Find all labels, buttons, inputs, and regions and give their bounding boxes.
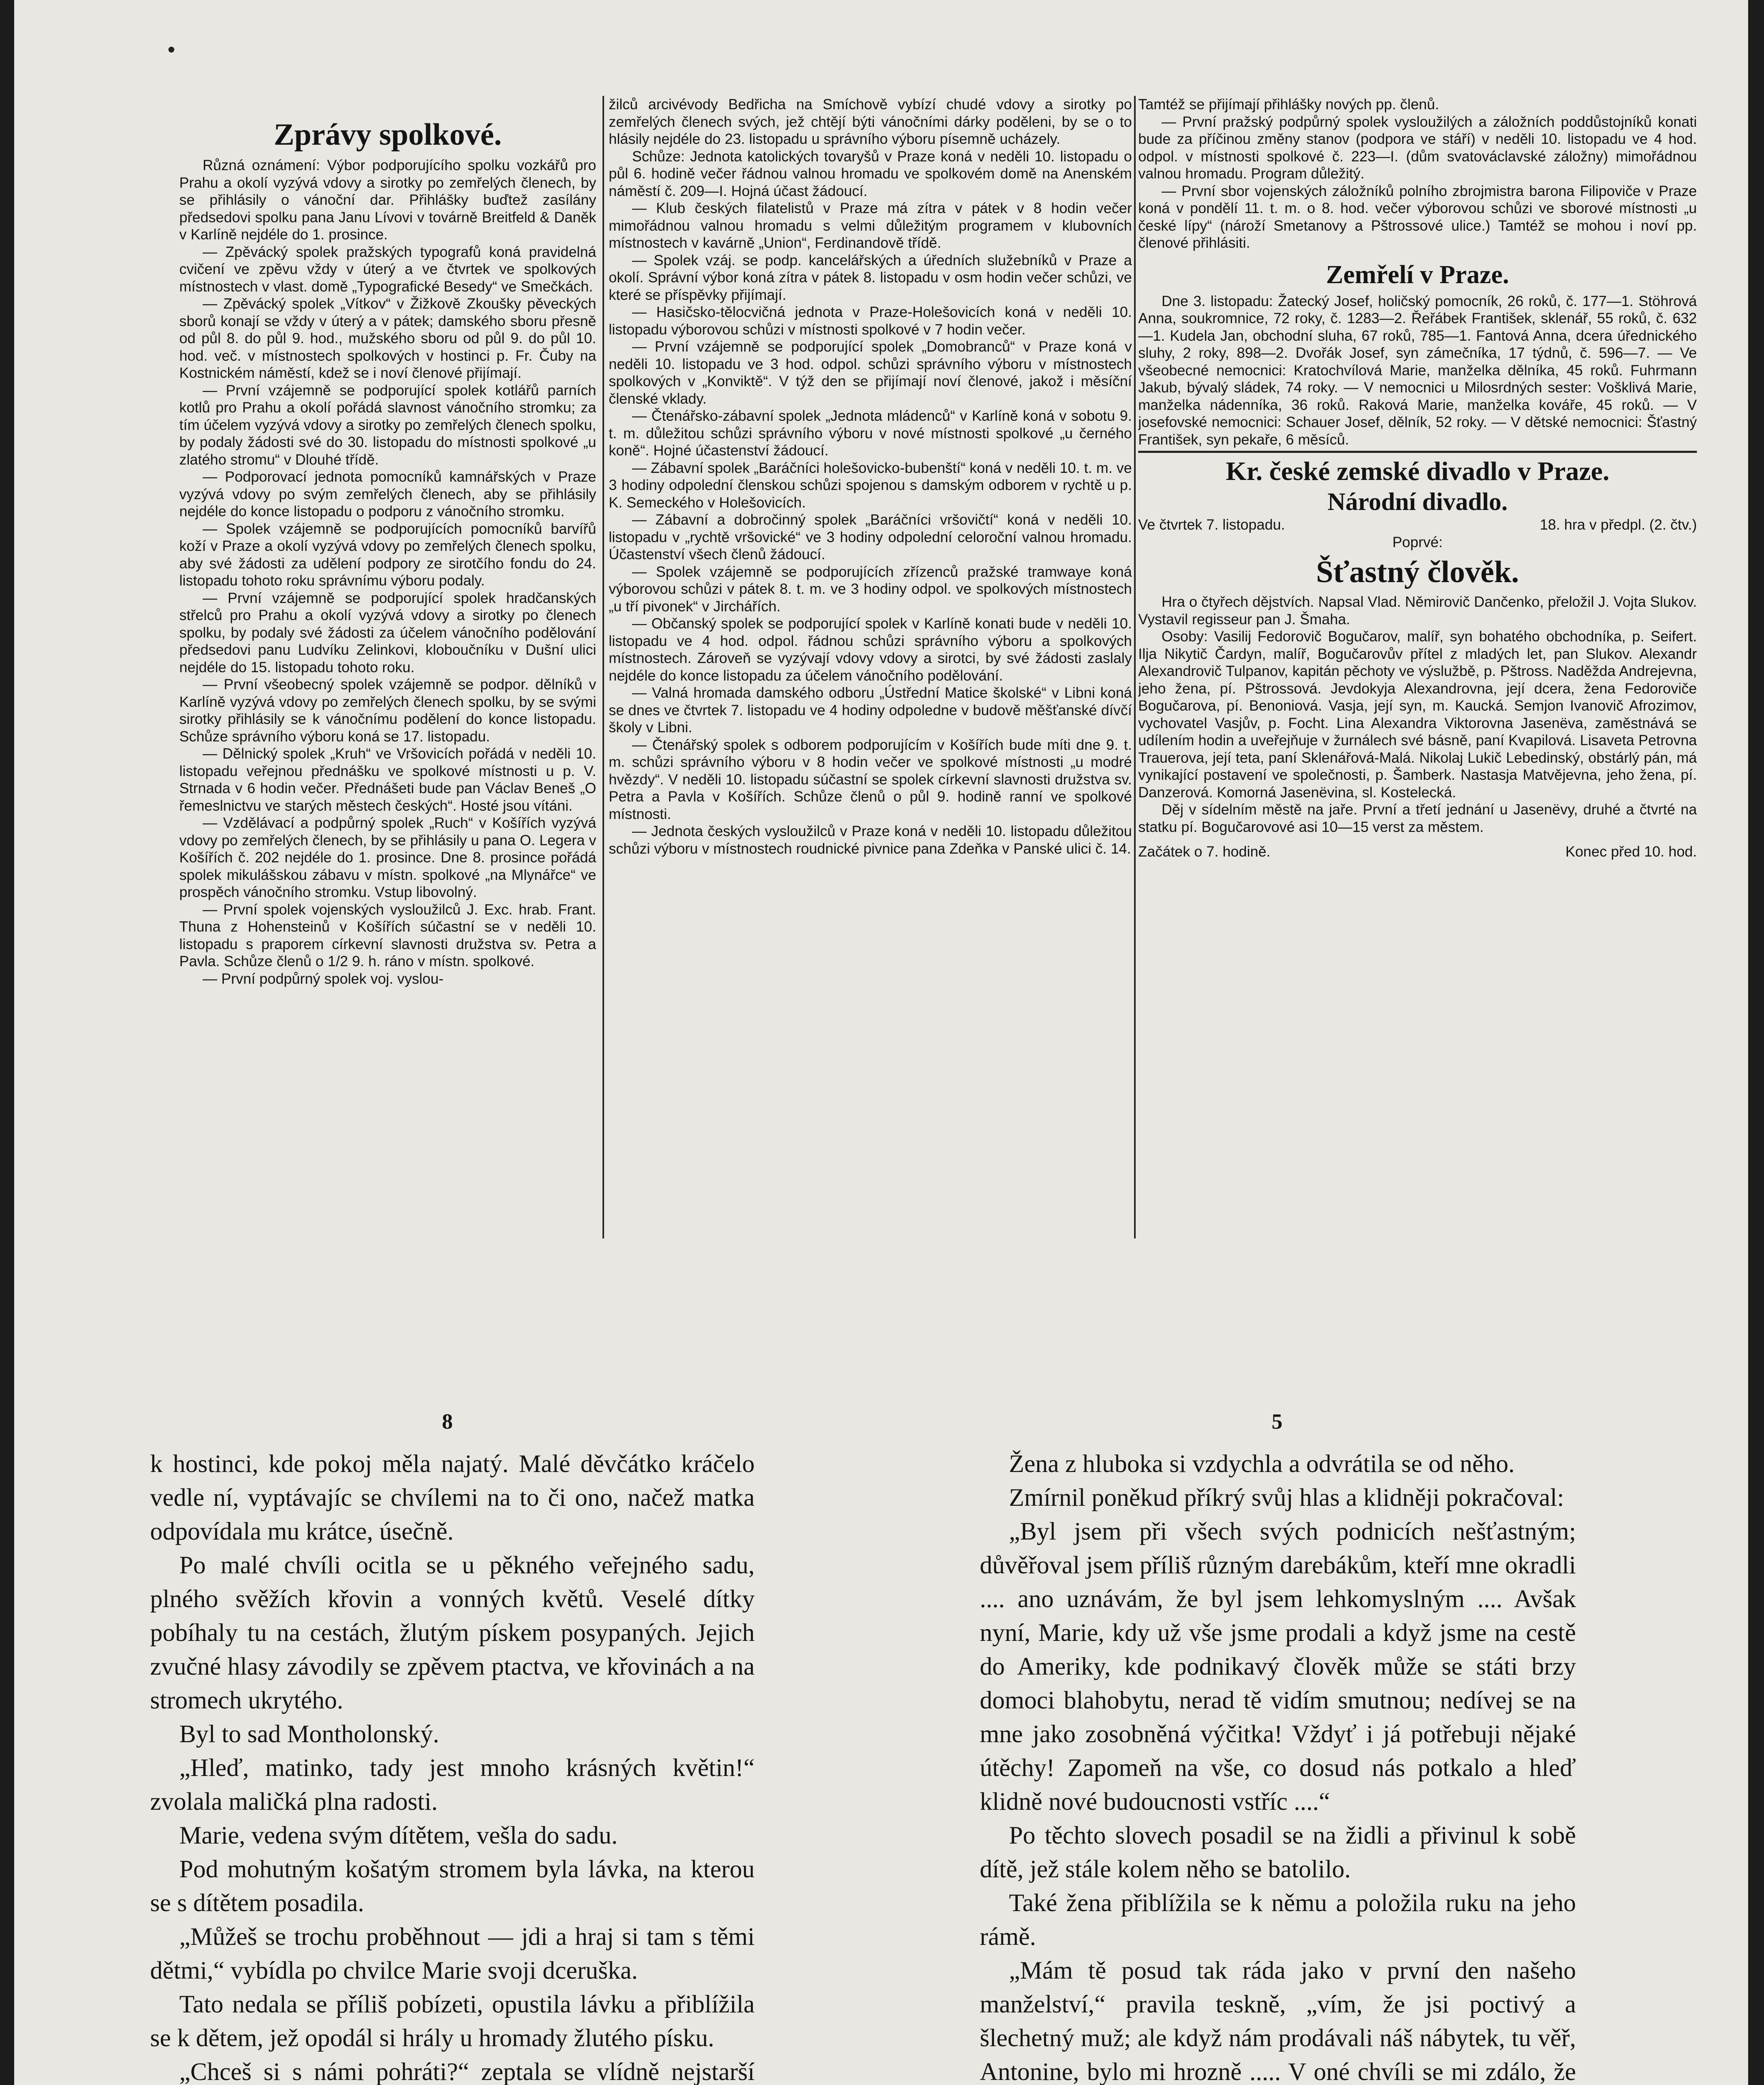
news-paragraph: — Čtenářsko-zábavní spolek „Jednota mládenců“ v Karlíně koná v sobotu 9. t. m. důležitou schůzi správního výboru v nové místnosti spolkové „u černého koně“. Hojné účastenství žádoucí. <box>609 408 1132 459</box>
news-paragraph: — Spolek vzájemně se podporujících zřízenců pražské tramwaye koná výborovou schůzi v pátek 8. t. m. ve 3 hodiny odpol. ve spolkových místnostech „u tří pivonek“ v Jirchářích. <box>609 563 1132 615</box>
news-column-3 <box>1138 96 1697 1259</box>
book-paragraph: Žena z hluboka si vzdychla a odvrátila se od něho. <box>1009 1450 1515 1477</box>
news-paragraph: — První spolek vojenských vysloužilců J. Exc. hrab. Frant. Thuna z Hohensteinů v Košířích súčastní se v neděli 10. listopadu s praporem církevní slavnosti družstva sv. Petra a Pavla. Schůze členů o 1/2 9. h. ráno v místn. spolkové. <box>179 901 596 970</box>
news-paragraph: — Zpěvácký spolek pražských typografů koná pravidelná cvičení ve zpěvu vždy v úterý a ve čtvrtek ve spolkových místnostech v vlast. domě „Typografické Besedy“ ve Smečkách. <box>179 244 596 295</box>
newspaper-clipping <box>179 96 1697 1264</box>
news-paragraph: — První vzájemně se podporující spolek „Domobranců“ v Praze koná v neděli 10. listopadu ve 3 hod. odpol. schůzi správního výboru v místnostech spolkových v „Konviktě“. V týž den se přijímají noví členové, jakož i měsíční členské vklady. <box>609 339 1132 407</box>
section-title: Zprávy spolkové. <box>274 118 502 152</box>
book-paragraph: Zmírnil poněkud příkrý svůj hlas a klidněji pokračoval: <box>1009 1484 1564 1511</box>
news-paragraph: — První sbor vojenských záložníků polního zbrojmistra barona Filipoviče v Praze koná v pondělí 11. t. m. o 8. hod. večer výborovou schůzi ve sborové místnosti „u české lípy“ (nároží Smetanovy a Pštrossové ulice.) Tamtéž se mohou i noví pp. členové přihlásiti. <box>1138 183 1697 251</box>
deaths-list: Dne 3. listopadu: Žatecký Josef, holičský pomocník, 26 roků, č. 177—1. Stöhrová Anna, soukromnice, 72 roky, č. 1283—2. Řeřábek František, sklenář, 55 roků, č. 632—1. Kudela Jan, obchodní sluha, 67 roků, 785—1. Fantová Anna, dcera úřednického sluhy, 2 roky, 898—2. Dvořák Josef, syn zámečníka, 17 týdnů, č. 596—7. — Ve všeobecné nemocnici: Kratochvílová Marie, manželka dělníka, 45 roků. Fuhrmann Jakub, bývalý sládek, 74 roky. — V nemocnici u Milosrdných sester: Vošklivá Marie, manželka nádenníka, 36 roků. Raková Marie, manželka kováře, 45 roků. — V josefovské nemocnici: Schauer Josef, dělník, 52 roky. — V dětské nemocnici: Šťastný František, syn pekaře, 6 měsíců. <box>1138 293 1697 448</box>
book-paragraph: „Chceš si s námi pohráti?“ zeptala se vlídně nejstarší <box>179 2058 755 2085</box>
news-paragraph: — Zpěvácký spolek „Vítkov“ v Žižkově Zkoušky pěveckých sborů konají se vždy v úterý a v pátek; damského sboru přesně od půl 8. do půl 9. hod., mužského sboru od půl 9. do půl 10. hod. več. v místnostech spolkových v hostinci p. Fr. Čuby na Kostnickém náměstí, kdež se i noví členové přijímají. <box>179 296 596 381</box>
news-paragraph: Různá oznámení: Výbor podporujícího spolku vozkářů pro Prahu a okolí vyzývá vdovy a sirotky po zemřelých členech, by se přihlásily o vánoční dar. Přihlášky buďtež zasílány předsedovi spolku pana Janu Lívovi v továrně Breitfeld & Daněk v Karlíně nejdéle do 1. prosince. <box>179 157 596 243</box>
book-page-right <box>980 1447 1576 2085</box>
book-paragraph: Marie, vedena svým dítětem, vešla do sadu. <box>179 1821 618 1849</box>
cast-list: Osoby: Vasilij Fedorovič Bogučarov, malíř, syn bohatého obchodníka, p. Seifert. Ilja Nikytič Čardyn, malíř, Bogučarovův přítel z mladých let, pan Slukov. Alexandr Alexandrovič Tulpanov, kapitán pěchoty ve výslužbě, p. Pštross. Naděžda Andrejevna, jeho žena, pí. Pštrossová. Jevdokyja Alexandrovna, její dcera, žena Fedorovičе Bogučarova, pí. Benoniová. Vasja, její syn, m. Kaucká. Semjon Ivanovič Afrozimov, vychovatel Vasjův, p. Focht. Lina Alexandra Viktorovna Jasenëva, zaměstnává se udílením hodin a uveřejňuje v žurnálech své básně, paní Kvapilová. Lisaveta Petrovna Trauerova, její teta, paní Sklenářová-Malá. Nikolaj Lukič Lebedinský, obstárlý pán, má vynikající postavení ve společnosti, p. Šamberk. Nastasja Matvějevna, jeho žena, pí. Danzerová. Komorná Jasenëvina, sl. Kostelecká. <box>1138 628 1697 801</box>
news-column-2 <box>609 96 1132 1259</box>
news-paragraph: — Klub českých filatelistů v Praze má zítra v pátek v 8 hodin večer mimořádnou valnou hromadu s velmi důležitým programem v klubovních místnostech v kavárně „Union“, Ferdinandově třídě. <box>609 200 1132 251</box>
book-paragraph: „Byl jsem při všech svých podnicích nešťastným; důvěřoval jsem příliš různým darebákům, kteří mne okradli .... ano uznávám, že byl jsem lehkomyslným .... Avšak nyní, Marie, kdy už vše jsme prodali a když jsme na cestě do Ameriky, kde podnikavý člověk může se státi brzy domoci blahobytu, nerad tě vidím smutnou; nedívej se na mne jako zosobněná výčitka! Vždyť i já potřebuji nějaké útěchy! Zapomeň na vše, co dosud nás potkalo a hleď klidně nové budoucnosti vstříc ....“ <box>980 1517 1576 1815</box>
subscription-info: 18. hra v předpl. (2. čtv.) <box>1540 517 1697 533</box>
news-paragraph: — Spolek vzáj. se podp. kancelářských a úředních služebníků v Praze a okolí. Správní výbor koná zítra v pátek 8. listopadu v osm hodin večer schůzi, ve které se příspěvky přijímají. <box>609 252 1132 303</box>
right-page-number: 5 <box>1272 1410 1282 1434</box>
column-rule <box>602 96 604 1238</box>
end-time: Konec před 10. hod. <box>1565 844 1697 860</box>
news-paragraph: Schůze: Jednota katolických tovaryšů v Praze koná v neděli 10. listopadu o půl 6. hodině večer řádnou valnou hromadu ve spolkovém domě na Anenském náměstí č. 209—I. Hojná účast žádoucí. <box>609 148 1132 199</box>
news-paragraph: — První vzájemně se podporující spolek hradčanských střelců pro Prahu a okolí vyzývá vdovy a sirotky po členech spolku, by podaly své žádosti za účelem vánočního podělování předsedovi panu Ludvíku Zelinkovi, kloboučníku v Dušní ulici nejdéle do 15. listopadu tohoto roku. <box>179 590 596 676</box>
news-paragraph: — Valná hromada damského odboru „Ústřední Matice školské“ v Libni koná se dnes ve čtvrtek 7. listopadu ve 4 hodiny odpoledne v budově měšťanské dívčí školy v Libni. <box>609 685 1132 736</box>
time-row <box>1138 843 1697 861</box>
play-info: Hra o čtyřech dějstvích. Napsal Vlad. Němirovič Dančenko, přeložil J. Vojta Slukov. Vystavil regisseur pan J. Šmaha. <box>1138 594 1697 628</box>
book-page-left <box>150 1447 755 2085</box>
news-paragraph: — První pražský podpůrný spolek vysloužilých a záložních poddůstojníků konati bude za příčinou změny stanov (podpora ve stáří) v neděli 10. listopadu ve 4 hod. odpol. v místnosti spolkové č. 223—I. (dům svatováclavské záložny) mimořádnou valnou hromadu. Program důležitý. <box>1138 113 1697 182</box>
play-setting: Děj v sídelním městě na jaře. První a třetí jednání u Jasenëvy, druhé a čtvrté na statku pí. Bogučarovové asi 10—15 verst za městem. <box>1138 801 1697 835</box>
news-paragraph: — Občanský spolek se podporující spolek v Karlíně konati bude v neděli 10. listopadu ve 4 hod. odpol. řádnou schůzi správního výboru a spolkových místnostech. Zároveň se vyzývají vdovy vdovy a sirotci, by své žádosti zaslaly nejdéle do konce listopadu za účelem vánočního podělování. <box>609 615 1132 684</box>
book-paragraph: Po těchto slovech posadil se na židli a přivinul k sobě dítě, jež stále kolem něho se batolilo. <box>980 1821 1576 1883</box>
book-paragraph: Po malé chvíli ocitla se u pěkného veřejného sadu, plného svěžích křovin a vonných květů. Veselé dítky pobíhaly tu na cestách, žlutým pískem posypaných. Jejich zvučné hlasy závodily se zpěvem ptactva, ve křovinách a na stromech ukrytého. <box>150 1551 755 1714</box>
news-paragraph: Tamtéž se přijímají přihlášky nových pp. členů. <box>1138 96 1439 113</box>
scan-speck <box>168 47 174 53</box>
premiere-label: Poprvé: <box>1392 534 1443 550</box>
book-paragraph: Pod mohutným košatým stromem byla lávka, na kterou se s dítětem posadila. <box>150 1855 755 1917</box>
news-paragraph: — Zábavní a dobročinný spolek „Baráčníci vršovičtí“ koná v neděli 10. listopadu v „rychtě vršovické“ ve 3 hodiny odpolední celoroční valnou hromadu. Účastenství všech členů žádoucí. <box>609 512 1132 563</box>
book-paragraph: „Mám tě posud tak ráda jako v první den našeho manželství,“ pravila teskně, „vím, že jsi poctivý a šlechetný muž; ale když nám prodávali náš nábytek, tu věř, Antonine, bylo mi hrozně ..... V oné chvíli se mi zdálo, že <box>980 1957 1576 2085</box>
play-title: Šťastný člověk. <box>1316 555 1519 589</box>
left-page-number: 8 <box>442 1410 453 1434</box>
date-row <box>1138 516 1697 534</box>
scan-edge-left <box>0 0 14 2085</box>
scan-edge-right <box>1748 0 1764 2085</box>
book-paragraph: k hostinci, kde pokoj měla najatý. Malé děvčátko kráčelo vedle ní, vyptávajíc se chvílemi na to či ono, načež matka odpovídala mu krátce, úsečně. <box>150 1450 755 1545</box>
column-rule <box>1134 96 1136 1238</box>
news-paragraph: žilců arcivévody Bedřicha na Smíchově vybízí chudé vdovy a sirotky po zemřelých členech svých, jež chtějí býti vánočními dárky poděleni, by se o to hlásily nejdéle do 23. listopadu u správního výboru písemně ucházely. <box>609 96 1132 147</box>
news-paragraph: — Čtenářský spolek s odborem podporujícím v Košířích bude míti dne 9. t. m. schůzi správního výboru v 8 hodin večer ve spolkové místnosti „u modré hvězdy“. V neděli 10. listopadu súčastní se spolek církevní slavnosti družstva sv. Petra a Pavla v Košířích. Schůze členů o půl 9. hodině ranní ve spolkové místnosti. <box>609 736 1132 822</box>
book-paragraph: „Hleď, matinko, tady jest mnoho krásných květin!“ zvolala maličká plna radosti. <box>150 1754 755 1815</box>
news-paragraph: — První vzájemně se podporující spolek kotlářů parních kotlů pro Prahu a okolí pořádá slavnost vánočního stromku; za tím účelem vyzývá vdovy a sirotky po zemřelých členech spolku, by podaly žádosti své do 30. listopadu do místnosti spolkové „u zlatého stromu“ v Dlouhé třídě. <box>179 382 596 468</box>
news-column-1 <box>179 104 596 1268</box>
theatre-subtitle: Národní divadlo. <box>1327 488 1508 515</box>
divider <box>1138 451 1697 453</box>
book-paragraph: Tato nedala se příliš pobízeti, opustila lávku a přiblížila se k dětem, jež opodál si hrály u hromady žlutého písku. <box>150 1990 755 2052</box>
book-paragraph: Byl to sad Montholonský. <box>179 1720 439 1748</box>
news-paragraph: — Podporovací jednota pomocníků kamnářských v Praze vyzývá vdovy po svým zemřelých členech, aby se přihlásily nejdéle do konce listopadu o podporu z vánočního stromku. <box>179 469 596 520</box>
performance-date: Ve čtvrtek 7. listopadu. <box>1138 517 1285 533</box>
book-paragraph: Také žena přiblížila se k němu a položila ruku na jeho rámě. <box>980 1889 1576 1950</box>
book-paragraph: „Můžeš se trochu proběhnout — jdi a hraj si tam s těmi dětmi,“ vybídla po chvilce Marie svoji dceruška. <box>150 1923 755 1984</box>
news-paragraph: — Vzdělávací a podpůrný spolek „Ruch“ v Košířích vyzývá vdovy po zemřelých členech, by se přihlásily u pana O. Legera v Košířích č. 202 nejdéle do 1. prosince. Dne 8. prosince pořádá spolek mikulášskou zábavu v místn. spolkové „na Mlynářce“ ve prospěch vánočního stromku. Vstup libovolný. <box>179 815 596 900</box>
news-paragraph: — První podpůrný spolek voj. vyslou- <box>203 970 444 987</box>
deaths-title: Zemřelí v Praze. <box>1326 260 1509 289</box>
theatre-title: Kr. české zemské divadlo v Praze. <box>1225 456 1610 486</box>
news-paragraph: — Dělnický spolek „Kruh“ ve Vršovicích pořádá v neděli 10. listopadu veřejnou přednášku ve spolkové místnosti u p. V. Strnada v 6 hodin večer. Přednášeti bude pan Václav Beneš „O řemeslnictvu ve starých městech českých“. Hosté jsou vítáni. <box>179 746 596 814</box>
start-time: Začátek o 7. hodině. <box>1138 844 1271 860</box>
news-paragraph: — Spolek vzájemně se podporujících pomocníků barvířů koží v Praze a okolí vyzývá vdovy po zemřelých členech spolku, aby své žádosti za udělení podpory ze sirotčího fondu do 24. listopadu tohoto roku správnímu výboru podaly. <box>179 520 596 589</box>
news-paragraph: — První všeobecný spolek vzájemně se podpor. dělníků v Karlíně vyzývá vdovy po zemřelých členech spolku, by se svými sirotky přihlásily se k vánočnímu podělení do konce listopadu. Schůze správního výboru koná se 17. listopadu. <box>179 676 596 745</box>
news-paragraph: — Zábavní spolek „Baráčníci holešovicko-bubenští“ koná v neděli 10. t. m. ve 3 hodiny odpolední členskou schůzi spojenou s damským odborem v rychtě u p. K. Semeckého v Holešovicích. <box>609 460 1132 511</box>
news-paragraph: — Jednota českých vysloužilců v Praze koná v neděli 10. listopadu důležitou schůzi výboru v místnostech roudnické pivnice pana Zdeňka v Panské ulici č. 14. <box>609 823 1132 857</box>
news-paragraph: — Hasičsko-tělocvičná jednota v Praze-Holešovicích koná v neděli 10. listopadu výborovou schůzi v místnosti spolkové v 7 hodin večer. <box>609 304 1132 338</box>
